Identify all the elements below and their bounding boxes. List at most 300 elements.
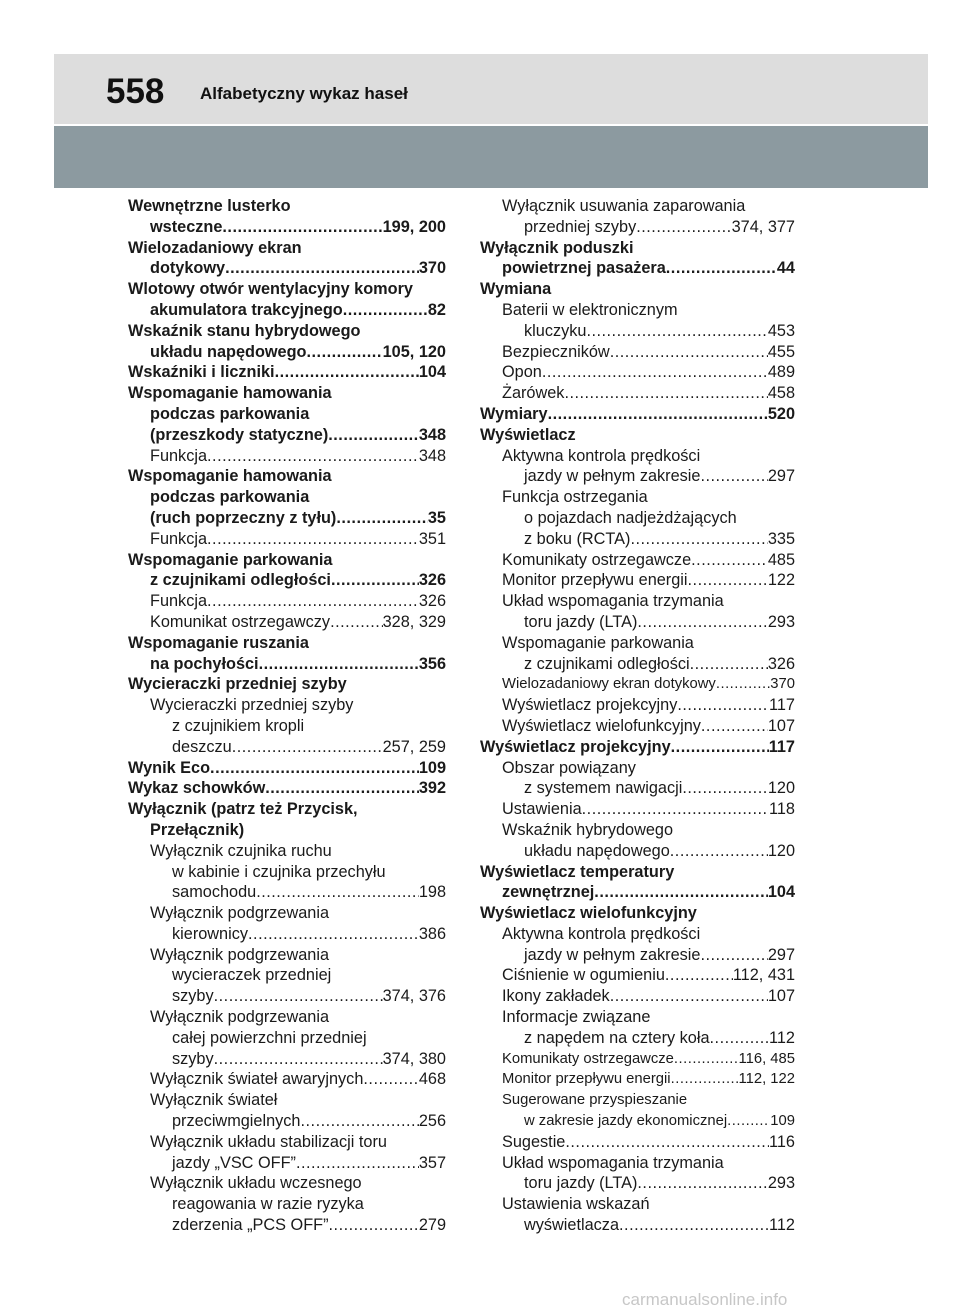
index-entry-pages: 118 — [769, 800, 795, 819]
index-entry-line — [128, 466, 446, 487]
index-entry-line — [150, 716, 446, 737]
index-entry-line — [150, 1049, 446, 1070]
index-entry-text: jazdy w pełnym zakresie — [524, 467, 701, 486]
index-entry-line — [128, 404, 446, 425]
index-entry-line — [128, 342, 446, 363]
index-entry-pages: 485 — [767, 550, 795, 569]
page-title: Alfabetyczny wykaz haseł — [200, 84, 408, 103]
leader-dots — [214, 1049, 383, 1070]
index-entry-line — [128, 487, 446, 508]
section-band — [54, 126, 928, 188]
leader-dots — [542, 362, 768, 383]
index-entry-text: układu napędowego — [524, 841, 670, 860]
leader-dots — [666, 258, 777, 279]
index-entry-text: Komunikat ostrzegawczy — [150, 612, 331, 631]
index-entry-line — [150, 1132, 446, 1153]
index-entry-text: w zakresie jazdy ekonomicznej — [524, 1113, 728, 1130]
index-entry-text: Wycieraczki przedniej szyby — [128, 675, 347, 694]
index-entry-line — [502, 342, 795, 363]
index-entry-text: zewnętrznej — [502, 883, 595, 902]
index-entry-line — [128, 674, 446, 695]
index-entry-pages: 122 — [767, 571, 795, 590]
index-column-right — [480, 196, 795, 1236]
leader-dots — [630, 529, 767, 550]
index-entry-text: układu napędowego — [150, 342, 307, 361]
index-entry-text: z czujnikami odległości — [150, 571, 331, 590]
index-entry-text: Wyłącznik podgrzewania — [150, 904, 330, 923]
index-entry-line — [128, 633, 446, 654]
index-entry-line — [502, 550, 795, 571]
index-entry-text: z czujnikiem kropli — [172, 716, 305, 735]
index-entry-line — [502, 633, 795, 654]
leader-dots — [619, 1215, 769, 1236]
index-entry-text: Wyświetlacz temperatury — [480, 862, 675, 881]
index-entry-pages: 199, 200 — [382, 217, 446, 236]
index-entry-line — [502, 986, 795, 1007]
index-entry-pages: 374, 377 — [731, 217, 795, 236]
index-entry-text: wyświetlacza — [524, 1216, 620, 1235]
index-entry-text: Komunikaty ostrzegawcze — [502, 550, 692, 569]
index-entry-text: Wspomaganie parkowania — [502, 633, 694, 652]
index-entry-text: Informacje związane — [502, 1008, 651, 1027]
index-entry-text: Wlotowy otwór wentylacyjny komory — [128, 280, 413, 299]
index-entry-text: Wyłącznik podgrzewania — [150, 1008, 330, 1027]
leader-dots — [727, 1111, 770, 1132]
index-entry-pages: 104 — [767, 883, 795, 902]
index-entry-text: zderzenia „PCS OFF” — [172, 1216, 329, 1235]
index-entry-text: Wynik Eco — [128, 758, 211, 777]
leader-dots — [682, 778, 767, 799]
index-entry-text: Sugerowane przyspieszanie — [502, 1092, 688, 1109]
index-entry-text: Wyłącznik (patrz też Przycisk, — [128, 800, 358, 819]
index-entry-line — [150, 1007, 446, 1028]
index-entry-line — [128, 279, 446, 300]
leader-dots — [259, 654, 419, 675]
index-entry-text: Przełącznik) — [150, 820, 245, 839]
index-entry-line — [128, 217, 446, 238]
leader-dots — [330, 612, 383, 633]
index-entry-text: dotykowy — [150, 259, 226, 278]
index-entry-text: kluczyku — [524, 321, 587, 340]
index-entry-line — [502, 1111, 795, 1132]
index-entry-pages: 458 — [767, 384, 795, 403]
header-band — [54, 54, 928, 124]
leader-dots — [594, 882, 768, 903]
index-entry-text: szyby — [172, 987, 214, 1006]
index-entry-pages: 326 — [767, 654, 795, 673]
index-entry-pages: 257, 259 — [382, 737, 446, 756]
index-entry-text: Wyłącznik czujnika ruchu — [150, 841, 332, 860]
index-entry-text: deszczu — [172, 737, 232, 756]
index-entry-text: Sugestie — [502, 1132, 566, 1151]
index-entry-line — [150, 1090, 446, 1111]
index-entry-text: przedniej szyby — [524, 217, 637, 236]
index-entry-text: w kabinie i czujnika przechyłu — [172, 862, 386, 881]
index-entry-text: Żarówek — [502, 384, 565, 403]
index-entry-text: Wskaźnik hybrydowego — [502, 820, 674, 839]
index-entry-text: Wyświetlacz projekcyjny — [480, 737, 671, 756]
index-entry-line — [150, 945, 446, 966]
index-entry-text: podczas parkowania — [150, 488, 310, 507]
index-entry-pages: 104 — [418, 363, 446, 382]
index-entry-text: (ruch poprzeczny z tyłu) — [150, 508, 337, 527]
index-entry-text: Funkcja — [150, 446, 208, 465]
index-entry-line — [502, 945, 795, 966]
index-entry-line — [128, 238, 446, 259]
leader-dots — [665, 965, 733, 986]
index-entry-line — [502, 612, 795, 633]
index-entry-line — [128, 550, 446, 571]
index-entry-pages: 109 — [770, 1113, 795, 1130]
index-entry-line — [150, 862, 446, 883]
index-entry-line — [502, 674, 795, 695]
index-entry-text: Bezpieczników — [502, 342, 610, 361]
index-entry-text: Komunikaty ostrzegawcze — [502, 1050, 674, 1067]
index-entry-pages: 326 — [418, 571, 446, 590]
leader-dots — [225, 258, 419, 279]
leader-dots — [207, 446, 419, 467]
leader-dots — [248, 924, 419, 945]
index-entry-pages: 357 — [418, 1153, 446, 1172]
index-entry-text: szyby — [172, 1049, 214, 1068]
index-entry-pages: 112, 431 — [732, 966, 795, 985]
index-entry-pages: 198 — [418, 883, 446, 902]
index-entry-pages: 489 — [767, 363, 795, 382]
index-entry-text: Ustawienia — [502, 800, 582, 819]
index-entry-text: Ustawienia wskazań — [502, 1195, 650, 1214]
index-entry-pages: 256 — [418, 1112, 446, 1131]
index-entry-line — [150, 1215, 446, 1236]
index-entry-pages: 82 — [427, 300, 446, 319]
index-entry-line — [502, 758, 795, 779]
index-entry-line — [150, 1069, 446, 1090]
leader-dots — [207, 591, 419, 612]
index-entry-line — [502, 508, 795, 529]
index-entry-line — [150, 882, 446, 903]
index-entry-pages: 117 — [769, 696, 795, 715]
index-entry-text: Monitor przepływu energii — [502, 1071, 671, 1088]
leader-dots — [328, 425, 419, 446]
index-entry-line — [128, 258, 446, 279]
leader-dots — [610, 342, 768, 363]
index-entry-pages: 112 — [769, 1028, 795, 1047]
index-entry-line — [480, 862, 795, 883]
index-entry-pages: 35 — [427, 508, 446, 527]
index-entry-line — [150, 986, 446, 1007]
leader-dots — [637, 612, 767, 633]
leader-dots — [214, 986, 383, 1007]
index-entry-pages: 120 — [767, 779, 795, 798]
index-entry-line — [502, 654, 795, 675]
index-entry-line — [480, 903, 795, 924]
index-entry-text: akumulatora trakcyjnego — [150, 300, 343, 319]
index-entry-line — [502, 196, 795, 217]
leader-dots — [636, 217, 731, 238]
index-entry-line — [128, 758, 446, 779]
index-entry-line — [480, 258, 795, 279]
index-entry-pages: 348 — [418, 425, 446, 444]
index-entry-text: Opon — [502, 363, 542, 382]
index-entry-line — [502, 1173, 795, 1194]
index-entry-pages: 453 — [767, 321, 795, 340]
index-entry-line — [128, 321, 446, 342]
index-entry-pages: 370 — [418, 259, 446, 278]
index-entry-text: przeciwmgielnych — [172, 1112, 301, 1131]
index-entry-pages: 297 — [767, 467, 795, 486]
index-entry-line — [150, 1153, 446, 1174]
index-entry-line — [128, 383, 446, 404]
index-entry-text: Wyłącznik usuwania zaparowania — [502, 197, 746, 215]
index-entry-text: Wyłącznik świateł — [150, 1091, 278, 1110]
leader-dots — [275, 362, 419, 383]
leader-dots — [296, 1153, 419, 1174]
leader-dots — [329, 1215, 419, 1236]
index-entry-text: Wspomaganie hamowania — [128, 467, 332, 486]
index-entry-text: samochodu — [172, 883, 257, 902]
index-entry-text: Wielozadaniowy ekran — [128, 238, 302, 257]
index-entry-text: Wyłącznik podgrzewania — [150, 945, 330, 964]
leader-dots — [671, 1069, 739, 1090]
index-entry-line — [502, 778, 795, 799]
index-entry-line — [502, 1069, 795, 1090]
index-entry-text: Funkcja — [150, 529, 208, 548]
index-entry-line — [150, 695, 446, 716]
index-entry-text: całej powierzchni przedniej — [172, 1028, 367, 1047]
index-entry-text: z napędem na cztery koła — [524, 1028, 710, 1047]
index-entry-line — [502, 820, 795, 841]
index-entry-pages: 356 — [418, 654, 446, 673]
index-entry-text: powietrznej pasażera — [502, 259, 666, 278]
leader-dots — [716, 674, 770, 695]
index-entry-line — [128, 570, 446, 591]
index-entry-pages: 468 — [418, 1070, 446, 1089]
leader-dots — [582, 799, 769, 820]
index-entry-text: Monitor przepływu energii — [502, 571, 688, 590]
index-entry-line — [502, 1153, 795, 1174]
index-entry-text: na pochyłości — [150, 654, 259, 673]
index-entry-line — [150, 1173, 446, 1194]
leader-dots — [363, 1069, 418, 1090]
leader-dots — [564, 383, 767, 404]
index-entry-line — [502, 1028, 795, 1049]
index-entry-line — [502, 466, 795, 487]
leader-dots — [610, 986, 768, 1007]
index-entry-line — [480, 404, 795, 425]
index-entry-pages: 105, 120 — [382, 342, 446, 361]
leader-dots — [565, 1132, 769, 1153]
index-entry-line — [128, 654, 446, 675]
index-entry-text: Aktywna kontrola prędkości — [502, 446, 701, 465]
leader-dots — [690, 654, 768, 675]
index-entry-text: Wykaz schowków — [128, 779, 266, 798]
index-entry-text: Wyłącznik układu stabilizacji toru — [150, 1132, 387, 1151]
index-entry-pages: 293 — [767, 612, 795, 631]
leader-dots — [688, 570, 768, 591]
leader-dots — [586, 321, 767, 342]
index-entry-line — [480, 882, 795, 903]
index-entry-line — [480, 238, 795, 259]
index-entry-text: (przeszkody statyczne) — [150, 425, 329, 444]
index-entry-text: Wskaźniki i liczniki — [128, 363, 275, 382]
index-entry-text: Wyświetlacz — [480, 425, 576, 444]
leader-dots — [232, 737, 383, 758]
index-entry-line — [502, 591, 795, 612]
index-entry-line — [502, 487, 795, 508]
index-entry-text: Wymiary — [480, 404, 548, 423]
index-entry-text: toru jazdy (LTA) — [524, 612, 638, 631]
index-entry-line — [150, 446, 446, 467]
index-entry-line — [502, 217, 795, 238]
index-entry-line — [502, 716, 795, 737]
page-number: 558 — [106, 72, 165, 111]
index-entry-pages: 279 — [418, 1216, 446, 1235]
index-entry-line — [150, 841, 446, 862]
leader-dots — [207, 529, 419, 550]
index-entry-line — [502, 965, 795, 986]
index-entry-line — [150, 965, 446, 986]
leader-dots — [670, 841, 768, 862]
index-entry-text: Funkcja ostrzegania — [502, 488, 648, 507]
index-entry-line — [502, 300, 795, 321]
index-entry-pages: 328, 329 — [382, 612, 446, 631]
index-entry-line — [502, 570, 795, 591]
index-entry-text: Ciśnienie w ogumieniu — [502, 966, 665, 985]
index-entry-text: jazdy w pełnym zakresie — [524, 945, 701, 964]
index-entry-text: Wskaźnik stanu hybrydowego — [128, 321, 361, 340]
index-entry-line — [150, 1028, 446, 1049]
index-entry-line — [150, 612, 446, 633]
index-entry-text: toru jazdy (LTA) — [524, 1174, 638, 1193]
index-entry-text: o pojazdach nadjeżdżających — [524, 508, 737, 527]
leader-dots — [677, 695, 769, 716]
leader-dots — [671, 737, 769, 758]
index-entry-line — [128, 300, 446, 321]
leader-dots — [336, 508, 428, 529]
index-entry-line — [502, 362, 795, 383]
index-entry-line — [502, 1215, 795, 1236]
index-entry-pages: 335 — [767, 529, 795, 548]
index-entry-pages: 374, 380 — [382, 1049, 446, 1068]
index-entry-pages: 297 — [767, 945, 795, 964]
index-entry-line — [150, 737, 446, 758]
index-entry-pages: 392 — [418, 779, 446, 798]
leader-dots — [301, 1111, 419, 1132]
index-entry-pages: 116 — [769, 1132, 795, 1151]
index-entry-pages: 120 — [767, 841, 795, 860]
index-entry-text: Funkcja — [150, 592, 208, 611]
index-entry-text: z systemem nawigacji — [524, 779, 683, 798]
index-entry-line — [502, 383, 795, 404]
index-entry-line — [502, 529, 795, 550]
index-entry-text: Wyłącznik świateł awaryjnych — [150, 1070, 364, 1089]
index-entry-pages: 455 — [767, 342, 795, 361]
index-entry-line — [150, 591, 446, 612]
leader-dots — [700, 945, 767, 966]
index-entry-pages: 326 — [418, 592, 446, 611]
index-column-left — [128, 196, 446, 1236]
index-entry-pages: 348 — [418, 446, 446, 465]
index-entry-text: Wyłącznik poduszki — [480, 238, 634, 257]
index-entry-text: z czujnikami odległości — [524, 654, 690, 673]
index-entry-text: Wyświetlacz wielofunkcyjny — [480, 904, 697, 923]
index-entry-text: Układ wspomagania trzymania — [502, 1153, 724, 1172]
index-entry-line — [502, 841, 795, 862]
index-entry-text: Wielozadaniowy ekran dotykowy — [502, 676, 716, 693]
index-entry-line — [128, 799, 446, 820]
index-entry-pages: 117 — [768, 737, 795, 756]
index-entry-line — [150, 1111, 446, 1132]
index-entry-pages: 116, 485 — [738, 1050, 795, 1067]
index-entry-line — [128, 425, 446, 446]
index-entry-line — [128, 196, 446, 217]
index-entry-line — [502, 799, 795, 820]
index-entry-text: Wspomaganie hamowania — [128, 384, 332, 403]
index-entry-pages: 109 — [418, 758, 446, 777]
index-entry-line — [150, 529, 446, 550]
index-entry-line — [502, 1194, 795, 1215]
index-entry-text: Układ wspomagania trzymania — [502, 592, 724, 611]
index-entry-line — [150, 1194, 446, 1215]
leader-dots — [701, 716, 768, 737]
index-entry-text: wycieraczek przedniej — [172, 966, 332, 985]
index-entry-text: Wyświetlacz wielofunkcyjny — [502, 716, 701, 735]
index-entry-line — [150, 924, 446, 945]
index-entry-line — [128, 508, 446, 529]
index-entry-text: Ikony zakładek — [502, 987, 610, 1006]
index-entry-pages: 520 — [767, 404, 795, 423]
index-entry-pages: 293 — [767, 1174, 795, 1193]
index-entry-line — [502, 321, 795, 342]
leader-dots — [637, 1173, 767, 1194]
leader-dots — [343, 300, 428, 321]
index-entry-text: Obszar powiązany — [502, 758, 636, 777]
index-entry-pages: 107 — [767, 716, 795, 735]
index-entry-text: jazdy „VSC OFF” — [172, 1153, 296, 1172]
leader-dots — [548, 404, 768, 425]
index-entry-text: Wycieraczki przedniej szyby — [150, 696, 354, 715]
index-entry-text: Baterii w elektronicznym — [502, 300, 678, 319]
leader-dots — [222, 217, 382, 238]
leader-dots — [700, 466, 767, 487]
index-entry-pages: 107 — [767, 987, 795, 1006]
index-entry-line — [502, 1007, 795, 1028]
index-entry-line — [480, 425, 795, 446]
index-entry-text: reagowania w razie ryzyka — [172, 1195, 364, 1214]
index-entry-pages: 374, 376 — [382, 987, 446, 1006]
index-entry-line — [128, 362, 446, 383]
index-entry-line — [502, 446, 795, 467]
leader-dots — [265, 778, 419, 799]
leader-dots — [307, 342, 383, 363]
index-entry-text: Wspomaganie parkowania — [128, 550, 333, 569]
index-entry-line — [128, 778, 446, 799]
index-entry-text: Wewnętrzne lusterko — [128, 197, 291, 215]
index-entry-line — [502, 1049, 795, 1070]
index-entry-pages: 370 — [770, 676, 795, 693]
index-entry-pages: 44 — [776, 259, 795, 278]
leader-dots — [710, 1028, 770, 1049]
leader-dots — [691, 550, 768, 571]
index-entry-line — [502, 1132, 795, 1153]
index-entry-pages: 386 — [418, 924, 446, 943]
index-entry-pages: 351 — [418, 529, 446, 548]
index-entry-line — [502, 1090, 795, 1111]
index-entry-text: wsteczne — [150, 217, 223, 236]
index-entry-line — [502, 924, 795, 945]
index-entry-text: kierownicy — [172, 924, 249, 943]
leader-dots — [331, 570, 419, 591]
index-entry-line — [502, 695, 795, 716]
